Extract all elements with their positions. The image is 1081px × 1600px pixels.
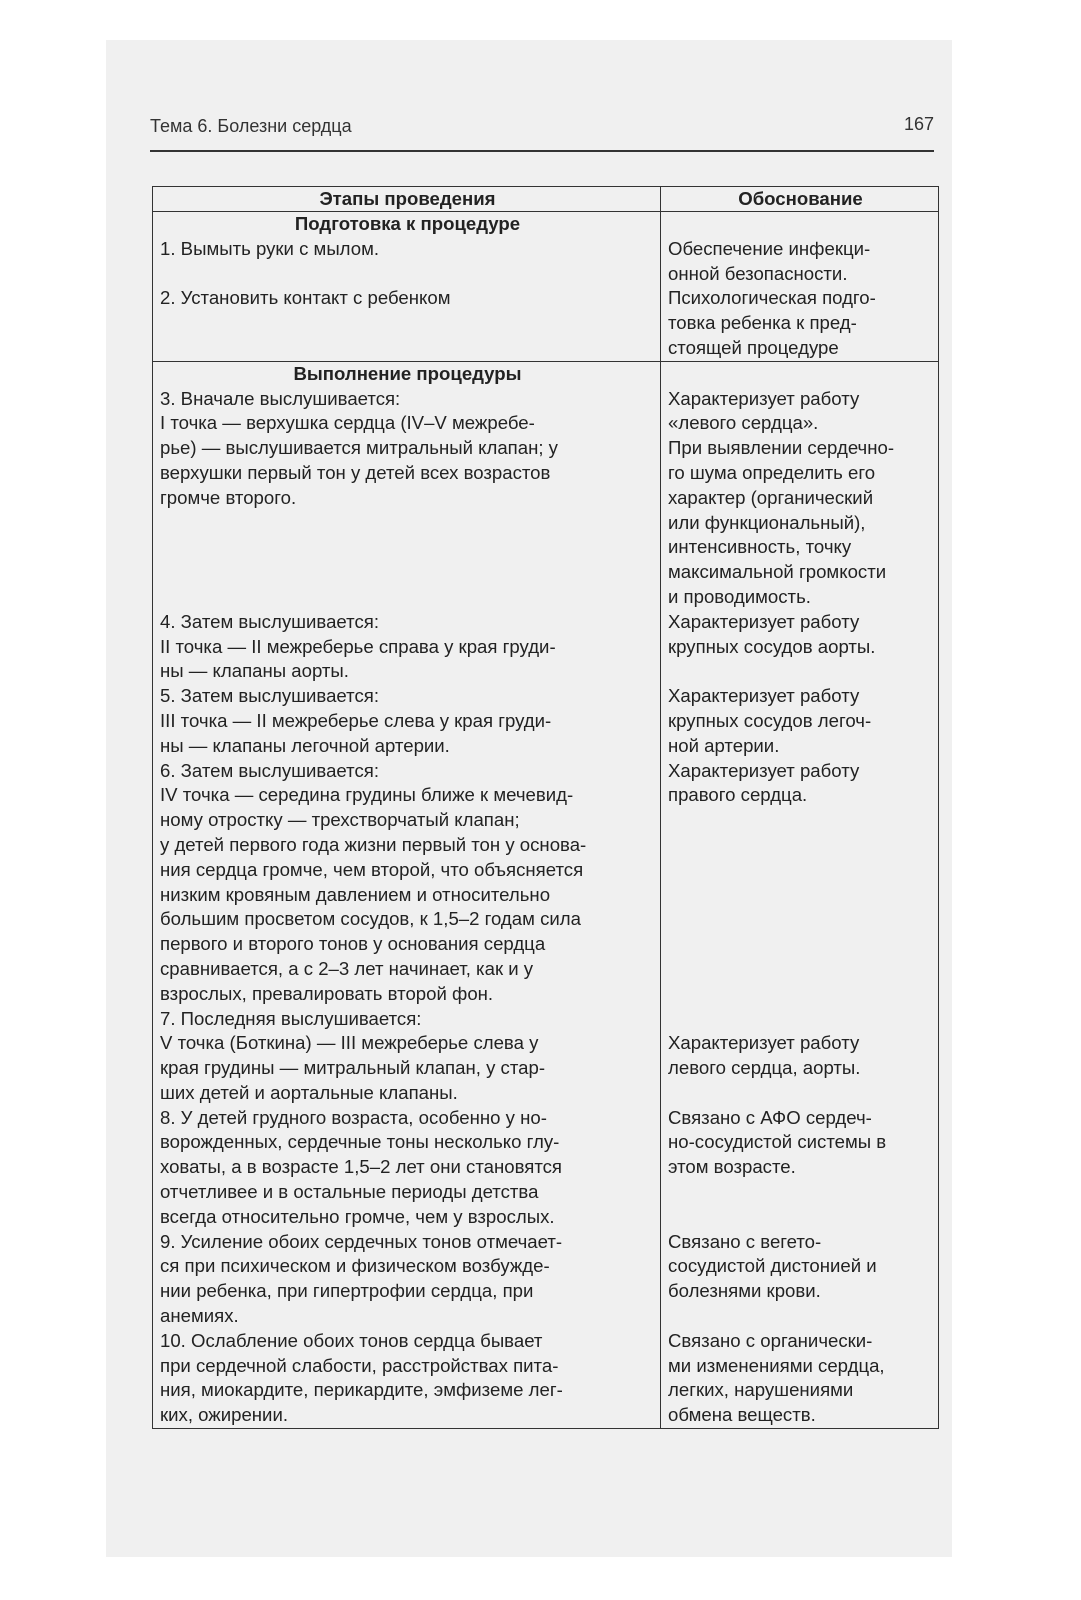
step-cell — [153, 610, 661, 684]
step-text: 5. Затем выслушивается: III точка — II межреберье слева у края груди- ны — клапаны легочной артерии. — [160, 685, 552, 756]
reason-text: Характеризует работу крупных сосудов аорты. — [668, 610, 876, 657]
reason-cell — [661, 1329, 939, 1429]
step-text: 3. Вначале выслушивается: I точка — верхушка сердца (IV–V межребе- рье) — выслушивается митральный клапан; у верхушки первый тон у детей всех возрастов громче второго. — [160, 387, 558, 508]
table-header-row — [153, 187, 939, 212]
table-row — [153, 1329, 939, 1429]
step-cell — [153, 212, 661, 287]
reason-text: Связано с органически- ми изменениями сердца, легких, нарушениями обмена веществ. — [668, 1329, 885, 1426]
step-text: 6. Затем выслушивается: IV точка — середина грудины ближе к мечевид- ному отростку — трехстворчатый клапан; у детей первого года жизни первый тон у основа- ния сердца громче, чем второй, что объясняется низким кровяным давлением и относительно большим просветом сосудов, к 1,5–2 годам сила первого и второго тонов у основания сердца сравнивается, а с 2–3 лет начинает, как и у взрослых, превалировать второй фон. — [160, 759, 587, 1004]
table-row — [153, 286, 939, 361]
reason-cell — [661, 610, 939, 684]
header-justification: Обоснование — [661, 187, 939, 212]
book-page — [106, 40, 952, 1557]
step-text: 1. Вымыть руки с мылом. — [160, 237, 380, 259]
step-cell — [153, 1106, 661, 1230]
reason-text: Связано с вегето- сосудистой дистонией и болезнями крови. — [668, 1230, 877, 1302]
step-cell — [153, 1007, 661, 1106]
reason-cell — [661, 759, 939, 1007]
reason-cell — [661, 1230, 939, 1329]
reason-cell — [661, 286, 939, 361]
table-row — [153, 1230, 939, 1329]
reason-cell — [661, 361, 939, 609]
reason-cell — [661, 1007, 939, 1106]
page-number: 167 — [903, 114, 934, 134]
section-title-preparation: Подготовка к процедуре — [294, 213, 521, 234]
step-text: 10. Ослабление обоих тонов сердца бывает при сердечной слабости, расстройствах пита- ния, миокардите, перикардите, эмфиземе лег- ких, ожирении. — [160, 1329, 563, 1426]
table-row — [153, 684, 939, 758]
table-row — [153, 759, 939, 1007]
section-title-procedure: Выполнение процедуры — [293, 362, 522, 384]
running-title: Тема 6. Болезни сердца — [150, 116, 352, 136]
step-cell — [153, 1329, 661, 1429]
table-row — [153, 610, 939, 684]
step-cell — [153, 684, 661, 758]
step-text: 9. Усиление обоих сердечных тонов отмечает- ся при психическом и физическом возбужде- нии ребенка, при гипертрофии сердца, при анемиях. — [160, 1230, 563, 1327]
table-row — [153, 212, 939, 287]
reason-cell — [661, 1106, 939, 1230]
step-cell — [153, 286, 661, 361]
reason-cell — [661, 684, 939, 758]
reason-text: Характеризует работу крупных сосудов легоч- ной артерии. — [668, 685, 872, 756]
step-cell — [153, 1230, 661, 1329]
step-cell — [153, 759, 661, 1007]
step-text: 8. У детей грудного возраста, особенно у но- ворожденных, сердечные тоны несколько глу- ховаты, а в возрасте 1,5–2 лет они становятся отчетливее и в остальные периоды детства всегда относительно громче, чем у взрослых. — [160, 1106, 562, 1227]
reason-text: Характеризует работу левого сердца, аорты. — [668, 1032, 861, 1079]
table-row — [153, 1106, 939, 1230]
reason-text: Связано с АФО сердеч- но-сосудистой системы в этом возрасте. — [668, 1106, 887, 1178]
reason-cell — [661, 212, 939, 287]
table-row — [153, 361, 939, 609]
table-row — [153, 1007, 939, 1106]
reason-text: Характеризует работу «левого сердца». При выявлении сердечно- го шума определить его характер (органический или функциональный), интенсивность, точку максимальной громкости и проводимость. — [668, 387, 895, 607]
step-text: 4. Затем выслушивается: II точка — II межреберье справа у края груди- ны — клапаны аорты. — [160, 610, 556, 682]
procedure-table — [152, 186, 939, 1429]
step-text: 2. Установить контакт с ребенком — [160, 287, 451, 309]
header-steps: Этапы проведения — [153, 187, 661, 212]
running-head — [150, 112, 934, 152]
step-cell — [153, 361, 661, 609]
reason-text: Характеризует работу правого сердца. — [668, 759, 860, 806]
reason-text: Психологическая подго- товка ребенка к пред- стоящей процедуре — [668, 287, 876, 358]
reason-text: Обеспечение инфекци- онной безопасности. — [668, 237, 871, 284]
step-text: 7. Последняя выслушивается: V точка (Боткина) — III межреберье слева у края грудины — митральный клапан, у стар- ших детей и аортальные клапаны. — [160, 1007, 546, 1103]
